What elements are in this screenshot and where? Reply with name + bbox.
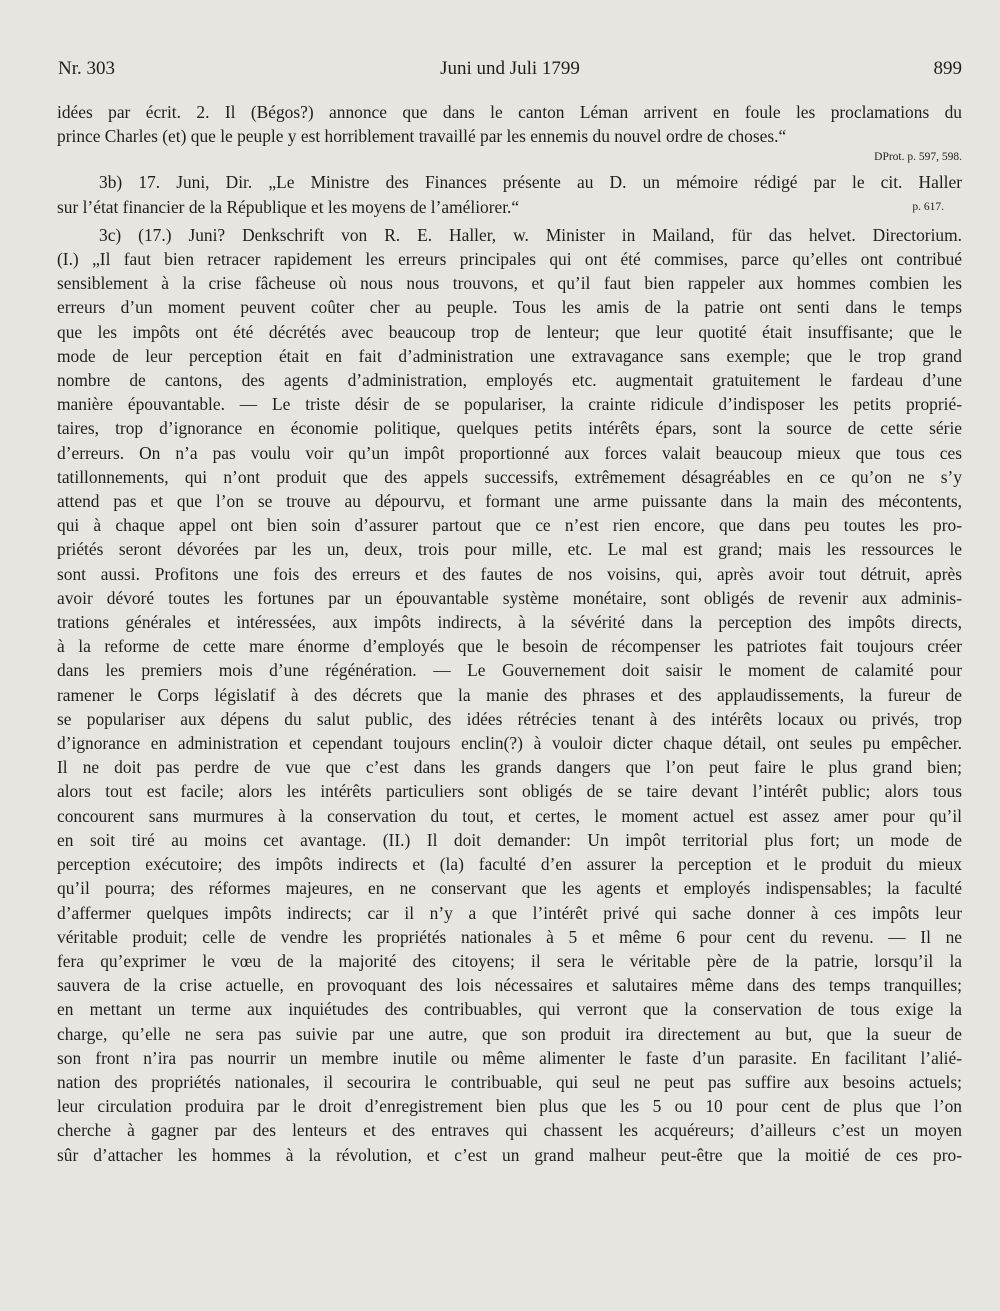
text-line: nation des propriétés nationales, il secourira le contribuable, qui seul ne peut pas suffire aux besoins actuels; bbox=[57, 1071, 962, 1092]
text-line: concourent sans murmures à la conservation du tout, et certes, le moment actuel est assez amer pour qu’il bbox=[57, 805, 962, 826]
text-line: perception exécutoire; des impôts indirects et (la) faculté d’en assurer la perception et le produit du mieux bbox=[57, 854, 962, 875]
text-line: sont aussi. Profitons une fois des erreurs et des fautes de nos voisins, qui, après avoir tout détruit, après bbox=[57, 563, 962, 584]
text-line: d’ignorance en administration et cependant toujours enclin(?) à vouloir dicter chaque détail, ont seules pu empêcher. bbox=[57, 733, 962, 754]
page-header bbox=[58, 58, 962, 88]
text-line: manière épouvantable. — Le triste désir de se populariser, la crainte ridicule d’indisposer les petits proprié- bbox=[57, 394, 962, 415]
text-line-content: sur l’état financier de la République et les moyens de l’améliorer.“ bbox=[57, 196, 520, 217]
page-body bbox=[57, 100, 962, 1167]
text-line bbox=[57, 195, 962, 219]
text-line: à la reforme de cette mare énorme d’employés que le besoin de récompenser les patriotes fait toujours créer bbox=[57, 636, 962, 657]
page-reference: p. 617. bbox=[912, 200, 944, 213]
text-line: qu’il pourra; des réformes majeures, en ne conservant que les agents et employés indispensables; la faculté bbox=[57, 878, 962, 899]
text-line: attend pas et que l’on se trouve au dépourvu, et formant une arme puissante dans la main des mécontents, bbox=[57, 491, 962, 512]
text-line: fera qu’exprimer le vœu de la majorité des citoyens; il sera le véritable père de la patrie, lorsqu’il la bbox=[57, 950, 962, 971]
text-line: sûr d’attacher les hommes à la révolution, et c’est un grand malheur peut-être que la moitié de ces pro- bbox=[57, 1144, 962, 1165]
text-line: erreurs d’un moment peuvent coûter cher au peuple. Tous les amis de la patrie ont senti dans le temps bbox=[57, 297, 962, 318]
text-line: prince Charles (et) que le peuple y est horriblement travaillé par les ennemis du nouvel ordre de choses.“ bbox=[57, 126, 787, 147]
text-line: que les impôts ont été décrétés avec beaucoup trop de lenteur; que leur quotité était insuffisante; que le bbox=[57, 321, 962, 342]
text-line: idées par écrit. 2. Il (Bégos?) annonce que dans le canton Léman arrivent en foule les proclamations du bbox=[57, 102, 962, 122]
text-line: trations générales et intéressées, aux impôts indirects, à la sévérité dans la perception des impôts directs, bbox=[57, 612, 962, 633]
text-line: cherche à gagner par des lenteurs et des entraves qui chassent les acquéreurs; d’ailleurs c’est un moyen bbox=[57, 1120, 962, 1141]
entry-heading: 3b) 17. Juni, Dir. „Le Ministre des Finances présente au D. un mémoire rédigé par le cit. Haller bbox=[99, 172, 962, 193]
text-line: en soit tiré au moins cet avantage. (II.) Il doit demander: Un impôt territorial plus fort; un mode de bbox=[57, 829, 962, 850]
text-line: en mettant un terme aux inquiétudes des contribuables, qui verront que la conservation de tous exige la bbox=[57, 999, 962, 1020]
text-line: véritable produit; celle de vendre les propriétés nationales à 5 et même 6 pour cent du revenu. — Il ne bbox=[57, 926, 962, 947]
text-line: avoir dévoré toutes les fortunes par un épouvantable système monétaire, sont obligés de revenir aux adminis- bbox=[57, 587, 962, 608]
text-line: alors tout est facile; alors les intérêts particuliers sont obligés de se taire devant l’intérêt public; alors tous bbox=[57, 781, 962, 802]
text-line: d’affermer quelques impôts indirects; car il n’y a que l’intérêt privé qui sache donner à ces impôts leur bbox=[57, 902, 962, 923]
text-line: son front n’ira pas nourrir un membre inutile ou même alimenter le faste d’un parasite. En facilitant l’alié- bbox=[57, 1047, 962, 1068]
text-line: leur circulation produira par le droit d’enregistrement bien plus que les 5 ou 10 pour cent de plus que l’on bbox=[57, 1096, 962, 1117]
text-line: priétés seront dévorées par les un, deux, trois pour mille, etc. Le mal est grand; mais les ressources le bbox=[57, 539, 962, 560]
text-line: tatillonnements, qui n’ont produit que des appels successifs, extrêmement désagréables en ce qu’on ne s’y bbox=[57, 466, 962, 487]
text-line: d’erreurs. On n’a pas voulu voir qu’un impôt proportionné aux forces valait beaucoup mieux que tous ces bbox=[57, 442, 962, 463]
text-line: nombre de cantons, des agents d’administration, employés etc. augmentait gratuitement le fardeau d’une bbox=[57, 370, 962, 391]
text-line: se populariser aux dépens du salut public, des idées rétrécies tenant à des intérêts locaux ou privés, trop bbox=[57, 708, 962, 729]
text-line: mode de leur perception était en fait d’administration une extravagance sans exemple; que le trop grand bbox=[57, 345, 962, 366]
text-line: taires, trop d’ignorance en économie politique, quelques petits intérêts épars, sont la source de cette série bbox=[57, 418, 962, 439]
text-line: dans les premiers mois d’une régénération. — Le Gouvernement doit saisir le moment de calamité pour bbox=[57, 660, 962, 681]
text-line: Il ne doit pas perdre de vue que c’est dans les grands dangers que l’on peut faire le plus grand bien; bbox=[57, 757, 962, 778]
entry-heading: 3c) (17.) Juni? Denkschrift von R. E. Haller, w. Minister in Mailand, für das helvet. Directorium. bbox=[99, 224, 962, 245]
text-line: charge, qu’elle ne sera pas suivie par une autre, que son produit ira directement au but, que la sueur de bbox=[57, 1023, 962, 1044]
text-line: sauvera de la crise actuelle, en provoquant des lois nécessaires et salutaires même dans des temps tranquilles; bbox=[57, 975, 962, 996]
running-title: Juni und Juli 1799 bbox=[440, 58, 580, 79]
text-line: sensiblement à la crise fâcheuse où nous nous trouvons, et qu’il faut bien rappeler aux hommes combien les bbox=[57, 273, 962, 294]
text-line: ramener le Corps législatif à des décrets que la manie des phrases et des applaudissements, la fureur de bbox=[57, 684, 962, 705]
text-line: qui à chaque appel ont bien soin d’assurer partout que ce n’est rien encore, que dans peu toutes les pro- bbox=[57, 515, 962, 536]
protocol-reference: DProt. p. 597, 598. bbox=[874, 151, 962, 164]
text-line: (I.) „Il faut bien retracer rapidement les erreurs principales qui ont été commises, parce qu’elles ont contribué bbox=[57, 249, 962, 270]
document-number: Nr. 303 bbox=[58, 58, 115, 79]
page-number: 899 bbox=[933, 58, 962, 79]
